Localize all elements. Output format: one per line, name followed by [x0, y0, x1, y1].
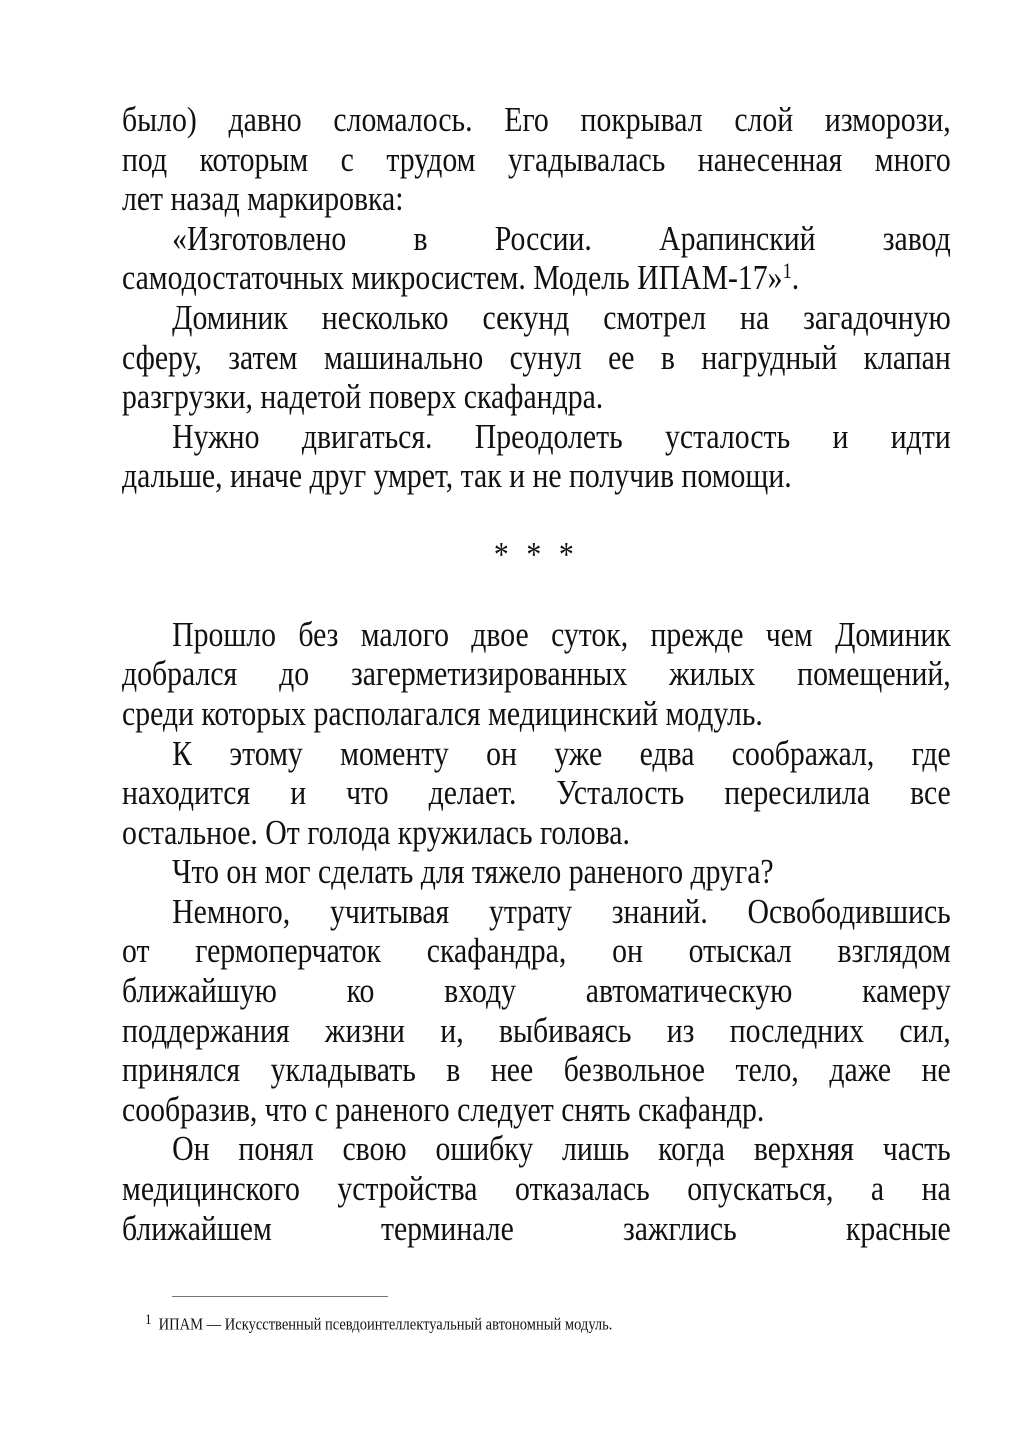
text-line: К этому моменту он уже едва соображал, где	[172, 733, 951, 773]
text-line: остальное. От голода кружилась голова.	[122, 812, 630, 852]
text-line: сферу, затем машинально сунул ее в нагрудный клапан	[122, 337, 951, 377]
text-line: разгрузки, надетой поверх скафандра.	[122, 377, 604, 417]
text-line: дальше, иначе друг умрет, так и не получив помощи.	[122, 456, 792, 496]
text-line: Нужно двигаться. Преодолеть усталость и идти	[172, 416, 951, 456]
paragraph	[122, 1129, 951, 1248]
text-line: было) давно сломалось. Его покрывал слой изморози,	[122, 100, 951, 139]
blank-line	[122, 575, 951, 615]
paragraph	[122, 615, 951, 734]
text-line: Что он мог сделать для тяжело раненого друга?	[172, 852, 774, 892]
text-line: под которым с трудом угадывалась нанесенная много	[122, 139, 951, 179]
section-separator: * * *	[493, 534, 579, 574]
page-body	[122, 100, 951, 1248]
text-line: Доминик несколько секунд смотрел на загадочную	[172, 297, 951, 337]
text-segment: .	[791, 258, 800, 298]
paragraph	[122, 892, 951, 1130]
paragraph	[122, 298, 951, 417]
text-line: лет назад маркировка:	[122, 179, 404, 219]
text-line: поддержания жизни и, выбиваясь из последних сил,	[122, 1010, 951, 1050]
text-line: Немного, учитывая утрату знаний. Освободившись	[172, 891, 951, 931]
text-line: находится и что делает. Усталость пересилила все	[122, 773, 951, 813]
footnote-text: ИПАМ — Искусственный псевдоинтеллектуальный автономный модуль.	[158, 1314, 613, 1334]
text-line: от гермоперчаток скафандра, он отыскал взглядом	[122, 931, 951, 971]
text-line: Он понял свою ошибку лишь когда верхняя часть	[172, 1129, 951, 1169]
text-line: сообразив, что с раненого следует снять скафандр.	[122, 1089, 765, 1129]
text-line: медицинского устройства отказалась опускаться, а на	[122, 1169, 951, 1209]
footnote-divider	[172, 1296, 388, 1297]
text-line: ближайшую ко входу автоматическую камеру	[122, 971, 951, 1011]
text-line	[122, 258, 951, 298]
paragraph	[122, 100, 951, 219]
text-line: ближайшем терминале зажглись красные	[122, 1208, 951, 1248]
footnote-ref[interactable]: 1	[782, 259, 792, 284]
text-line: «Изготовлено в России. Арапинский завод	[172, 218, 951, 258]
footnote-number: 1	[145, 1312, 152, 1328]
text-line: среди которых располагался медицинский модуль.	[122, 693, 763, 733]
paragraph	[122, 852, 951, 892]
text-segment: самодостаточных микросистем. Модель ИПАМ-17»	[122, 258, 783, 298]
text-line: добрался до загерметизированных жилых помещений,	[122, 654, 951, 694]
paragraph	[122, 734, 951, 853]
footnote	[145, 1312, 612, 1334]
text-line: Прошло без малого двое суток, прежде чем Доминик	[172, 614, 951, 654]
paragraph	[122, 219, 951, 298]
paragraph	[122, 417, 951, 496]
text-line: принялся укладывать в нее безвольное тело, даже не	[122, 1050, 951, 1090]
